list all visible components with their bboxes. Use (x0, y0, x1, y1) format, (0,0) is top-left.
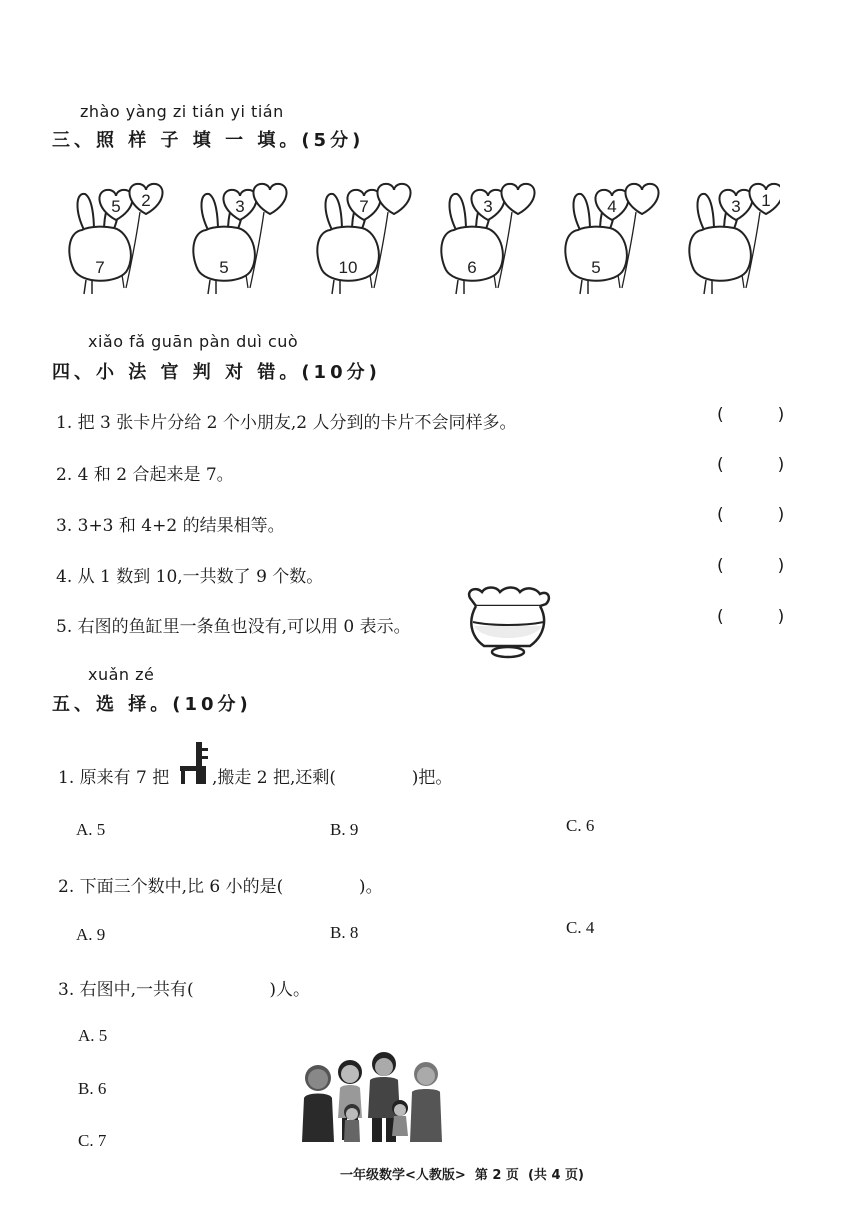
balloon-left-number: 3 (235, 197, 245, 216)
section5-heading: 五、选 择。(10分) (52, 694, 252, 715)
judge-answer-4[interactable]: ( ) (717, 556, 785, 576)
q3-option-b[interactable]: B. 6 (78, 1079, 107, 1098)
rabbit-body-number: 7 (95, 258, 105, 277)
balloon-right (377, 184, 410, 214)
rabbit-balloons-figure (60, 170, 780, 305)
rabbit-group-4 (441, 184, 534, 294)
rabbit-group-1 (69, 184, 162, 294)
rabbit-body-number: 10 (338, 258, 358, 277)
q3-option-c[interactable]: C. 7 (78, 1131, 107, 1150)
judge-answer-5[interactable]: ( ) (717, 607, 785, 627)
rabbit-body-number: 5 (591, 258, 601, 277)
judge-answer-2[interactable]: ( ) (717, 455, 785, 475)
rabbit-body-number: 6 (467, 258, 477, 277)
rabbit-group-2 (193, 184, 286, 294)
judge-item-5: 5. 右图的鱼缸里一条鱼也没有,可以用 0 表示。 (56, 617, 411, 637)
choice-q2: 2. 下面三个数中,比 6 小的是( )。 (58, 877, 383, 897)
rabbit-group-5 (565, 184, 658, 294)
balloon-left-number: 3 (483, 197, 493, 216)
choice-q3: 3. 右图中,一共有( )人。 (58, 980, 310, 1000)
rabbit-body (689, 227, 751, 281)
judge-item-1: 1. 把 3 张卡片分给 2 个小朋友,2 人分到的卡片不会同样多。 (56, 413, 517, 433)
balloon-right-number[interactable]: 1 (761, 191, 771, 210)
choice-q1-part2: ,搬走 2 把,还剩( )把。 (212, 768, 453, 788)
balloon-left-number: 7 (359, 197, 369, 216)
rabbit-body-number: 5 (219, 258, 229, 277)
judge-answer-1[interactable]: ( ) (717, 405, 785, 425)
fish-bowl-image (462, 584, 554, 666)
judge-answer-3[interactable]: ( ) (717, 505, 785, 525)
chair-icon (178, 740, 210, 786)
section4-pinyin: xiǎo fǎ guān pàn duì cuò (88, 332, 299, 351)
q2-option-c[interactable]: C. 4 (566, 918, 595, 937)
section3-heading: 三、照 样 子 填 一 填。(5分) (52, 130, 365, 151)
section5-pinyin: xuǎn zé (88, 665, 155, 684)
rabbit-group-3 (317, 184, 410, 294)
page-footer: 一年级数学<人教版> 第 2 页 (共 4 页) (340, 1168, 584, 1183)
q2-option-b[interactable]: B. 8 (330, 923, 359, 942)
balloon-right (253, 184, 286, 214)
judge-item-4: 4. 从 1 数到 10,一共数了 9 个数。 (56, 567, 324, 587)
balloon-left-number: 4 (607, 197, 617, 216)
choice-q1-part1: 1. 原来有 7 把 (58, 768, 170, 788)
balloon-left-number: 3 (731, 197, 741, 216)
section3-pinyin: zhào yàng zi tián yi tián (80, 102, 284, 121)
rabbit-group-6 (689, 184, 780, 294)
q1-option-b[interactable]: B. 9 (330, 820, 359, 839)
balloon-left-number: 5 (111, 197, 121, 216)
judge-item-3: 3. 3+3 和 4+2 的结果相等。 (56, 516, 285, 536)
q3-option-a[interactable]: A. 5 (78, 1026, 108, 1045)
q1-option-a[interactable]: A. 5 (76, 820, 106, 839)
q1-option-c[interactable]: C. 6 (566, 816, 595, 835)
section4-heading: 四、小 法 官 判 对 错。(10分) (52, 362, 381, 383)
q2-option-a[interactable]: A. 9 (76, 925, 106, 944)
family-picture (298, 1048, 446, 1142)
balloon-right (625, 184, 658, 214)
balloon-right (501, 184, 534, 214)
judge-item-2: 2. 4 和 2 合起来是 7。 (56, 465, 234, 485)
balloon-right-number[interactable]: 2 (141, 191, 151, 210)
